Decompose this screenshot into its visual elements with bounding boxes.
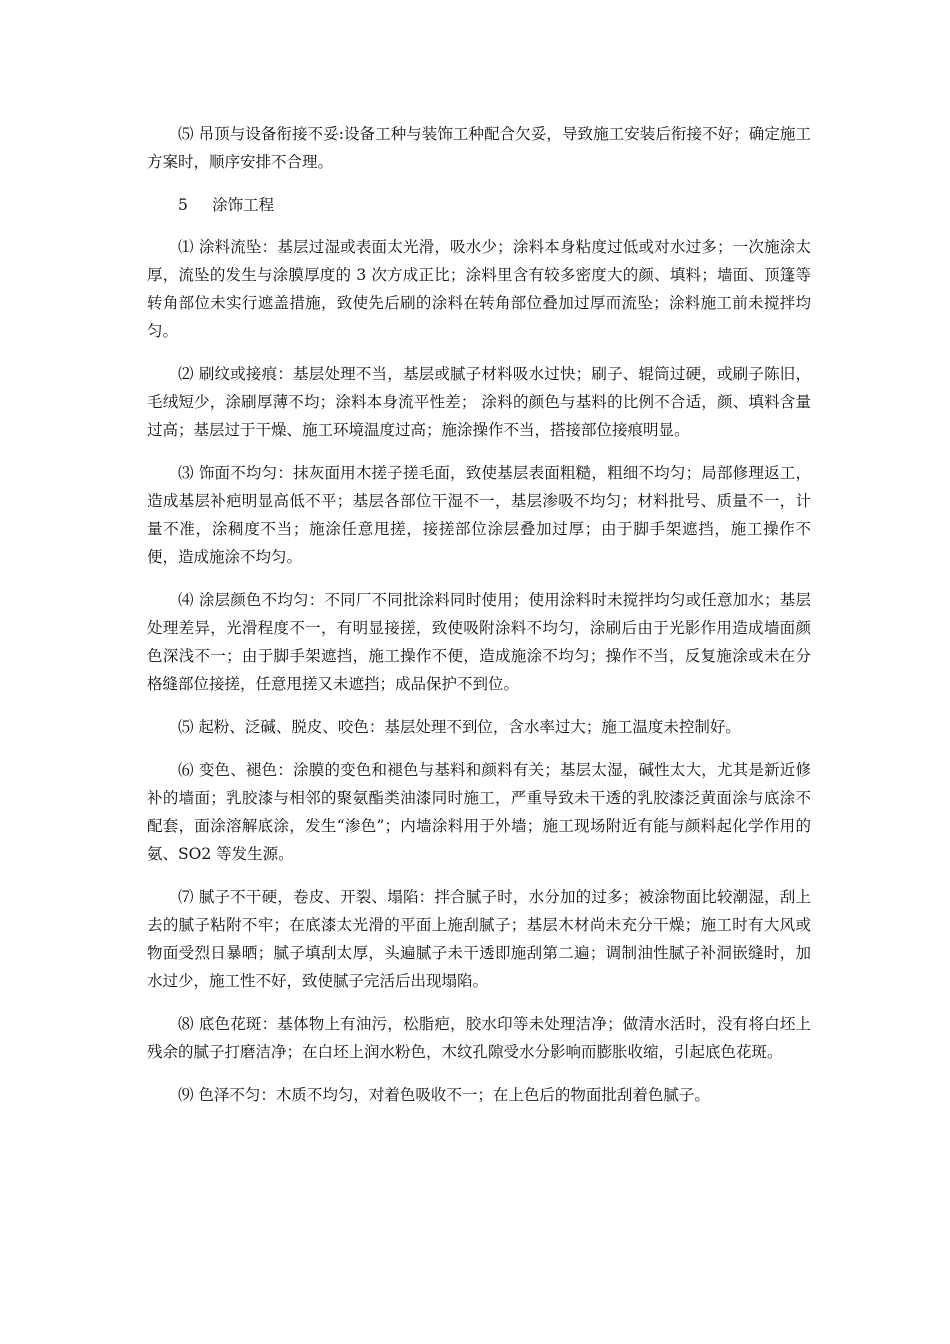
section-number: 5 xyxy=(178,196,188,214)
section-title: 涂饰工程 xyxy=(212,196,275,214)
paragraph-discoloration: ⑹ 变色、褪色：涂膜的变色和褪色与基料和颜料有关；基层太湿，碱性太大，尤其是新近修补的墙面；乳胶漆与相邻的聚氨酯类油漆同时施工，严重导致未干透的乳胶漆泛黄面涂与底涂不配套，面涂溶解底涂，发生“渗色”；内墙涂料用于外墙；施工现场附近有能与颜料起化学作用的氨、SO2 等发生源。 xyxy=(147,761,811,863)
document-body xyxy=(147,120,811,1124)
paragraph-coating-sag: ⑴ 涂料流坠：基层过湿或表面太光滑，吸水少；涂料本身粘度过低或对水过多；一次施涂太厚，流坠的发生与涂膜厚度的 3 次方成正比；涂料里含有较多密度大的颜、填料；墙面、顶篷等转角部位未实行遮盖措施，致使先后刷的涂料在转角部位叠加过厚而流坠；涂料施工前未搅拌均匀。 xyxy=(147,238,811,340)
paragraph-brush-marks: ⑵ 刷纹或接痕：基层处理不当，基层或腻子材料吸水过快；刷子、辊筒过硬，或刷子陈旧，毛绒短少，涂刷厚薄不均；涂料本身流平性差； 涂料的颜色与基料的比例不合适，颜、填料含量过高；基层过于干燥、施工环境温度过高；施涂操作不当，搭接部位接痕明显。 xyxy=(147,365,811,439)
paragraph-uneven-luster: ⑼ 色泽不匀：木质不均匀，对着色吸收不一；在上色后的物面批刮着色腻子。 xyxy=(178,1086,710,1104)
paragraph-chalking-efflorescence: ⑸ 起粉、泛碱、脱皮、咬色：基层处理不到位，含水率过大；施工温度未控制好。 xyxy=(178,718,741,736)
paragraph-base-color-spots: ⑻ 底色花斑：基体物上有油污，松脂疤，胶水印等未处理洁净；做清水活时，没有将白坯上残余的腻子打磨洁净；在白坯上润水粉色，木纹孔隙受水分影响而膨胀收缩，引起底色花斑。 xyxy=(147,1015,811,1061)
paragraph-uneven-finish: ⑶ 饰面不均匀：抹灰面用木搓子搓毛面，致使基层表面粗糙，粗细不均匀；局部修理返工，造成基层补疤明显高低不平；基层各部位干湿不一，基层渗吸不均匀；材料批号、质量不一，计量不准，涂稠度不当；施涂任意甩搓，接搓部位涂层叠加过厚；由于脚手架遮挡，施工操作不便，造成施涂不均匀。 xyxy=(147,464,811,566)
paragraph-putty-defects: ⑺ 腻子不干硬，卷皮、开裂、塌陷：拌合腻子时，水分加的过多；被涂物面比较潮湿，刮上去的腻子粘附不牢；在底漆太光滑的平面上施刮腻子；基层木材尚未充分干燥；施工时有大风或物面受烈日暴晒；腻子填刮太厚，头遍腻子未干透即施刮第二遍；调制油性腻子补洞嵌缝时，加水过少，施工性不好，致使腻子完活后出现塌陷。 xyxy=(147,888,811,990)
paragraph-ceiling-equipment-joint: ⑸ 吊顶与设备衔接不妥:设备工种与装饰工种配合欠妥，导致施工安装后衔接不好；确定施工方案时，顺序安排不合理。 xyxy=(147,125,811,171)
section-heading xyxy=(147,191,811,219)
paragraph-uneven-color: ⑷ 涂层颜色不均匀：不同厂不同批涂料同时使用；使用涂料时未搅拌均匀或任意加水；基层处理差异，光滑程度不一，有明显接搓，致使吸附涂料不均匀，涂刷后由于光影作用造成墙面颜色深浅不一；由于脚手架遮挡，施工操作不便，造成施涂不均匀；操作不当，反复施涂或未在分格缝部位接搓，任意甩搓又未遮挡；成品保护不到位。 xyxy=(147,591,811,693)
